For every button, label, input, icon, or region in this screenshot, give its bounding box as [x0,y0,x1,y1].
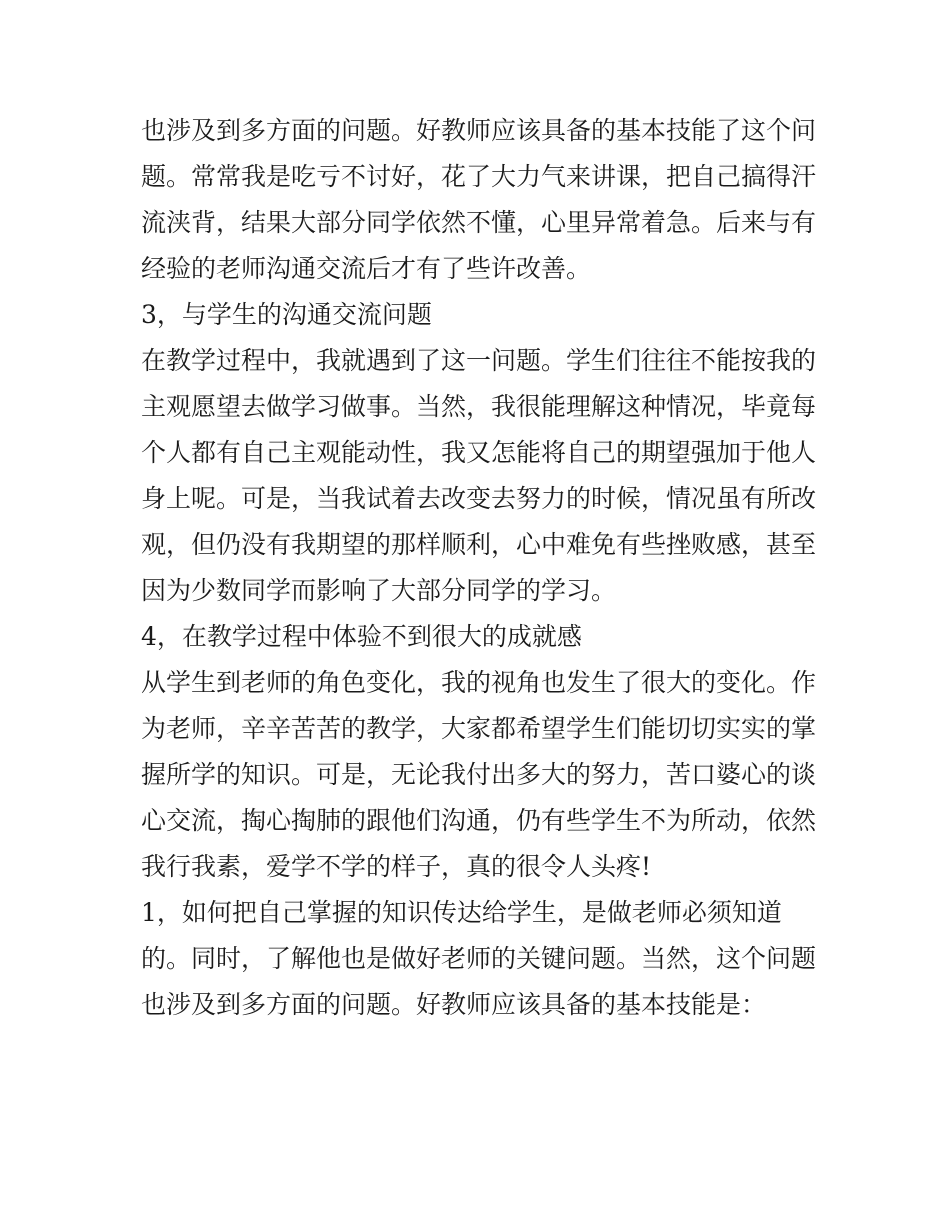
text-line-1: 也涉及到多方面的问题。好教师应该具备的基本技能了这个问 [141,116,817,145]
text-line-15: 握所学的知识。可是，无论我付出多大的努力，苦口婆心的谈 [141,760,817,789]
text-line-10: 观，但仍没有我期望的那样顺利，心中难免有些挫败感，甚至 [141,530,817,559]
section-heading-3: 3，与学生的沟通交流问题 [141,300,432,329]
text-line-2: 题。常常我是吃亏不讨好，花了大力气来讲课，把自己搞得汗 [141,162,817,191]
text-line-4: 经验的老师沟通交流后才有了些许改善。 [141,254,592,283]
text-line-16: 心交流，掏心掏肺的跟他们沟通，仍有些学生不为所动，依然 [141,806,817,835]
text-line-9: 身上呢。可是，当我试着去改变去努力的时候，情况虽有所改 [141,484,817,513]
text-line-19: 的。同时，了解他也是做好老师的关键问题。当然，这个问题 [141,944,817,973]
text-line-6: 在教学过程中，我就遇到了这一问题。学生们往往不能按我的 [141,346,817,375]
text-line-13: 从学生到老师的角色变化，我的视角也发生了很大的变化。作 [141,668,817,697]
document-body [141,108,831,1028]
section-heading-4: 4，在教学过程中体验不到很大的成就感 [141,622,582,651]
text-line-17: 我行我素，爱学不学的样子，真的很令人头疼! [141,852,652,881]
text-line-20: 也涉及到多方面的问题。好教师应该具备的基本技能是： [141,990,767,1019]
text-line-3: 流浃背，结果大部分同学依然不懂，心里异常着急。后来与有 [141,208,817,237]
section-heading-1: 1，如何把自己掌握的知识传达给学生，是做老师必须知道 [141,898,782,927]
text-line-8: 个人都有自己主观能动性，我又怎能将自己的期望强加于他人 [141,438,817,467]
text-line-7: 主观愿望去做学习做事。当然，我很能理解这种情况，毕竟每 [141,392,817,421]
text-line-11: 因为少数同学而影响了大部分同学的学习。 [141,576,617,605]
text-line-14: 为老师，辛辛苦苦的教学，大家都希望学生们能切切实实的掌 [141,714,817,743]
